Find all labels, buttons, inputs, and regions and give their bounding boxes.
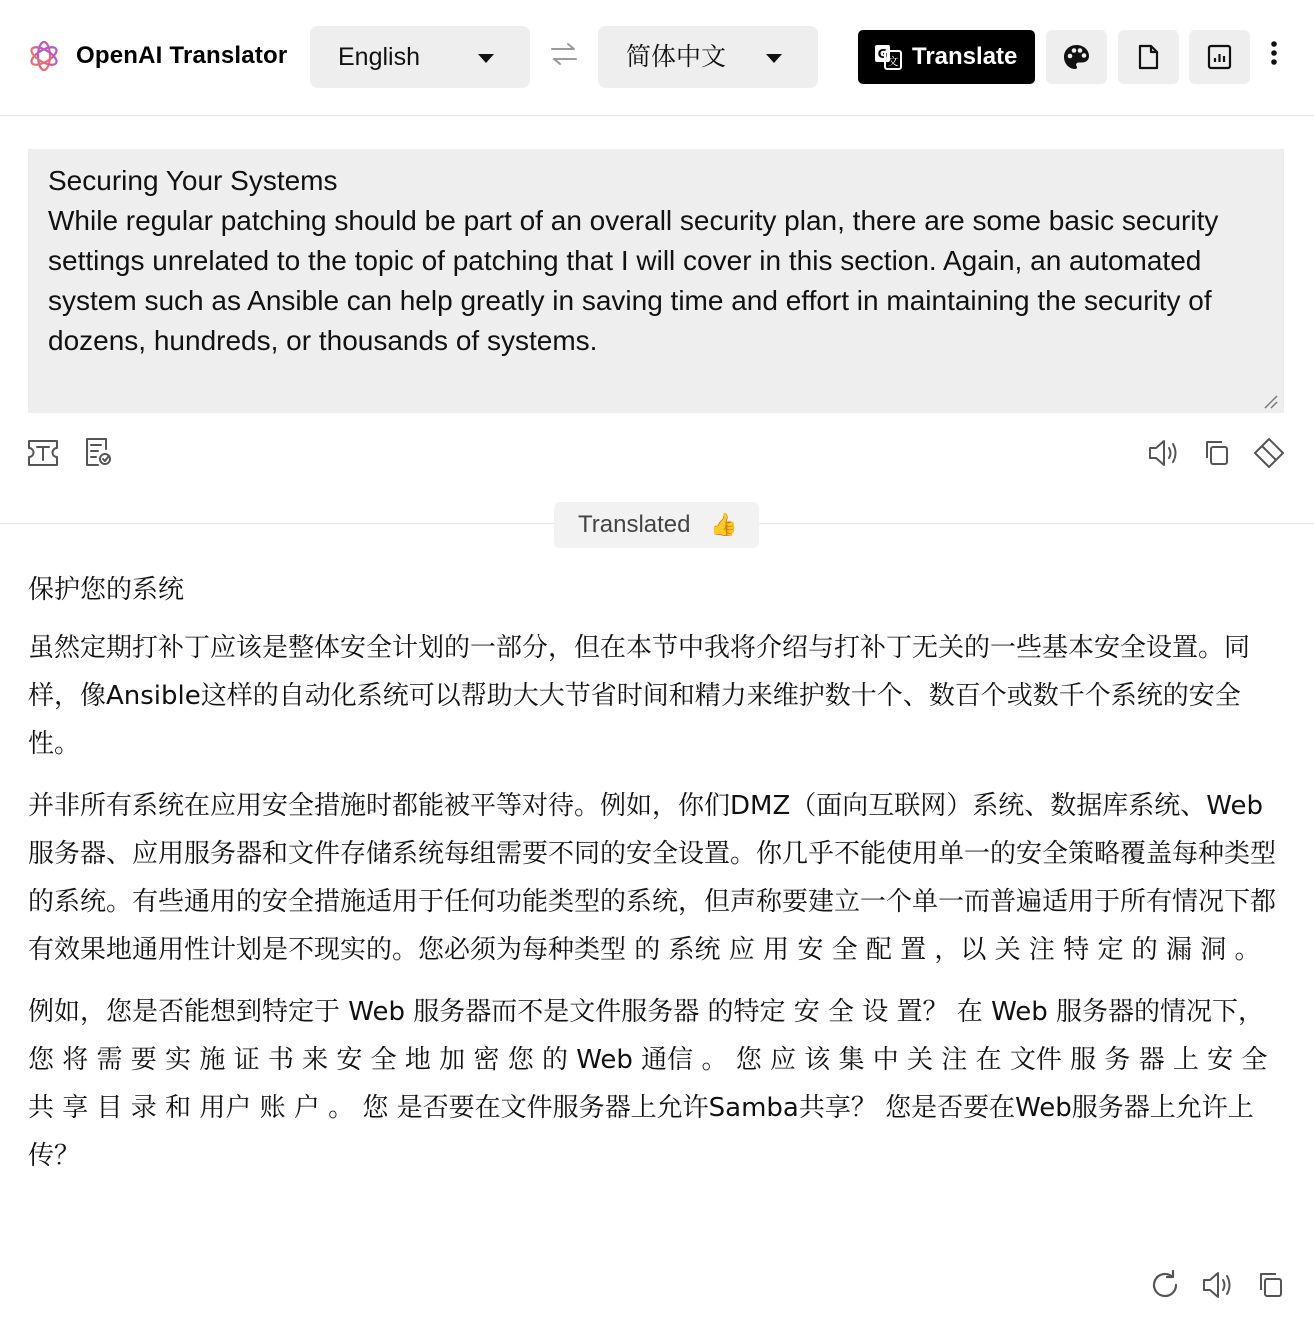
document-button[interactable] [1118,30,1179,84]
translate-label: Translate [912,43,1018,70]
text-format-icon[interactable] [26,436,60,470]
ocr-icon[interactable] [82,436,116,470]
eraser-icon[interactable] [1252,436,1286,470]
speaker-icon[interactable] [1201,1268,1235,1302]
result-title: 保护您的系统 [28,575,185,605]
document-icon [1134,43,1163,71]
source-body: While regular patching should be part of an overall security plan, there are some basic security settings unrelated to the topic of patching that I will cover in this section. Again, an automated system such as Ansible can help greatly in saving time and effort in maintaining the security of dozens, hundreds, or thousands of systems. [48,205,1219,356]
source-language-value: English [338,43,420,71]
theme-button[interactable] [1046,30,1107,84]
chevron-down-icon [478,54,494,63]
source-title: Securing Your Systems [48,165,338,196]
palette-icon [1062,43,1091,71]
speaker-icon[interactable] [1147,436,1181,470]
result-paragraph: 例如，您是否能想到特定于 Web 服务器而不是文件服务器 的特定 安 全 设 置？ 在 Web 服务器的情况下， 您 将 需 要 实 施 证 书 来 安 全 地 加 密 您 的 Web 通信 。 您 应 该 集 中 关 注 在 文件 服 务 器 上 安 全 共 享 目 录 和 用户 账 户 。 您 是否要在文件服务器上允许Samba共享？ 您是否要在Web服务器上允许上传？ [28,997,1268,1171]
translate-button[interactable] [858,30,1035,84]
chevron-down-icon [766,54,782,63]
refresh-icon[interactable] [1148,1268,1182,1302]
stats-button[interactable] [1189,30,1250,84]
openai-logo-icon [26,38,62,74]
chart-icon [1205,43,1234,71]
swap-arrows-icon[interactable] [548,40,580,68]
app-title: OpenAI Translator [76,42,288,69]
result-paragraph: 并非所有系统在应用安全措施时都能被平等对待。例如，你们DMZ（面向互联网）系统、数据库系统、Web服务器、应用服务器和文件存储系统每组需要不同的安全设置。你几乎不能使用单一的安全策略覆盖每种类型的系统。有些通用的安全措施适用于任何功能类型的系统，但声称要建立一个单一而普遍适用于所有情况下都有效果地通用性计划是不现实的。您必须为每种类型 的 系统 应 用 安 全 配 置 ，以 关 注 特 定 的 漏 洞 。 [28,791,1277,965]
svg-text:G: G [877,47,888,61]
resize-handle-icon[interactable] [1262,393,1278,409]
svg-text:文: 文 [887,55,899,68]
more-vertical-icon[interactable] [1264,38,1284,70]
translation-result [28,566,1284,1194]
top-bar [0,0,1314,116]
status-badge [554,502,759,548]
translate-icon [874,44,902,70]
source-text-input[interactable] [28,149,1284,413]
status-label: Translated [578,511,691,538]
thumbs-up-icon: 👍 [710,512,738,537]
source-language-select[interactable] [310,26,530,88]
copy-icon[interactable] [1254,1268,1288,1302]
result-paragraph: 虽然定期打补丁应该是整体安全计划的一部分，但在本节中我将介绍与打补丁无关的一些基本安全设置。同样，像Ansible这样的自动化系统可以帮助大大节省时间和精力来维护数十个、数百个或数千个系统的安全性。 [28,633,1251,759]
copy-icon[interactable] [1200,436,1234,470]
target-language-value: 简体中文 [626,43,727,71]
target-language-select[interactable] [598,26,818,88]
